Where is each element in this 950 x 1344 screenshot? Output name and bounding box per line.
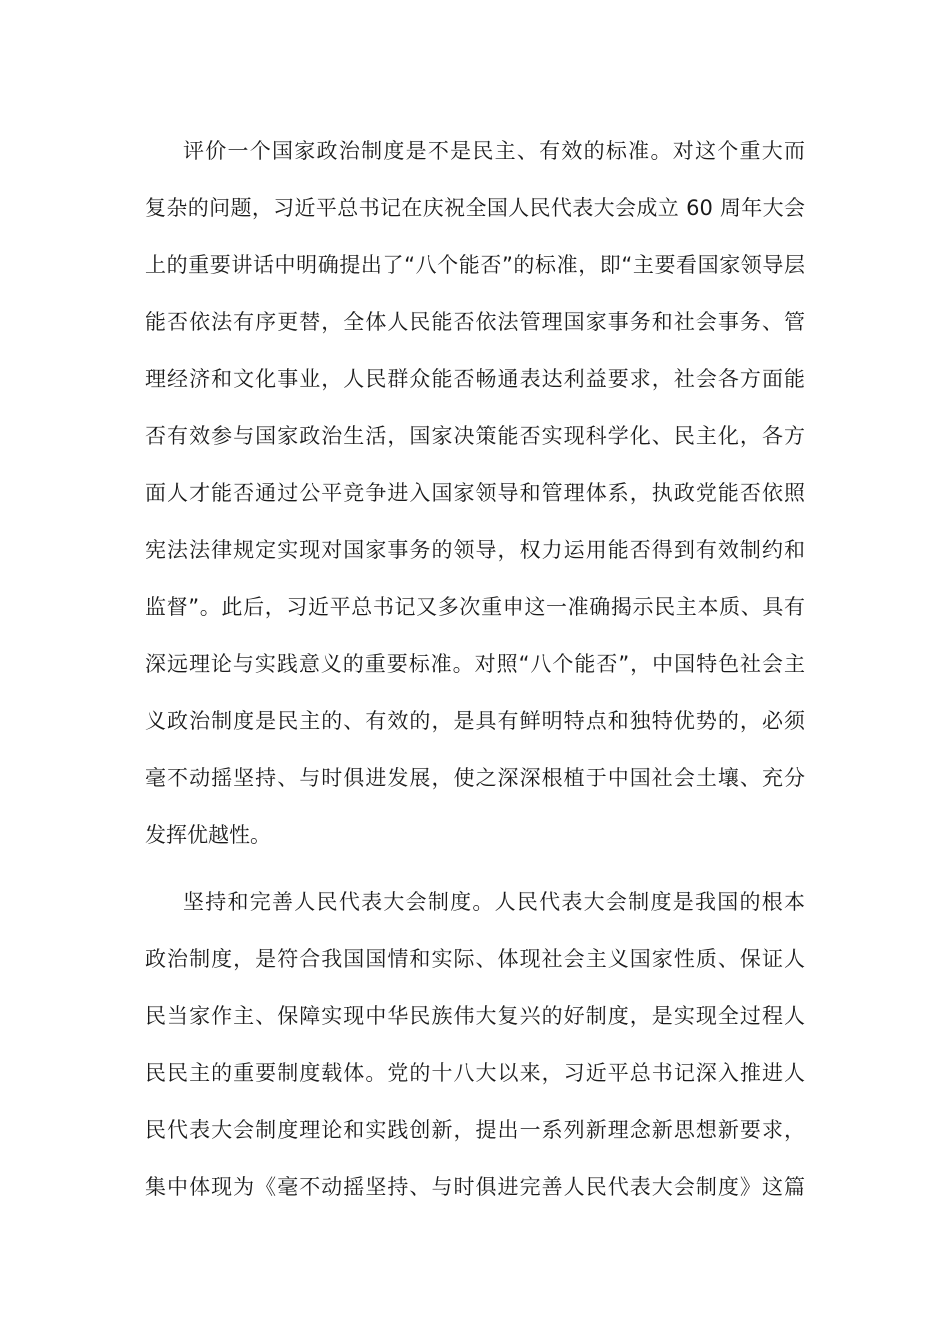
text-line: 理经济和文化事业，人民群众能否畅通表达利益要求，社会各方面能: [145, 367, 805, 391]
text-line: 面人才能否通过公平竞争进入国家领导和管理体系，执政党能否依照: [145, 481, 805, 505]
text-line: 民民主的重要制度载体。党的十八大以来，习近平总书记深入推进人: [145, 1061, 805, 1085]
text-line: 坚持和完善人民代表大会制度。人民代表大会制度是我国的根本: [183, 890, 805, 914]
text-line: 集中体现为《毫不动摇坚持、与时俱进完善人民代表大会制度》这篇: [145, 1175, 805, 1199]
text-line: 能否依法有序更替，全体人民能否依法管理国家事务和社会事务、管: [145, 310, 805, 334]
text-line: 评价一个国家政治制度是不是民主、有效的标准。对这个重大而: [183, 139, 805, 163]
text-line: 毫不动摇坚持、与时俱进发展，使之深深根植于中国社会土壤、充分: [145, 766, 805, 790]
text-line: 民代表大会制度理论和实践创新，提出一系列新理念新思想新要求，: [145, 1118, 805, 1142]
text-line: 监督”。此后，习近平总书记又多次重申这一准确揭示民主本质、具有: [145, 595, 805, 619]
text-line: 上的重要讲话中明确提出了“八个能否”的标准，即“主要看国家领导层: [145, 253, 805, 277]
text-line: 民当家作主、保障实现中华民族伟大复兴的好制度，是实现全过程人: [145, 1004, 805, 1028]
text-line: 否有效参与国家政治生活，国家决策能否实现科学化、民主化，各方: [145, 424, 805, 448]
text-line: 政治制度，是符合我国国情和实际、体现社会主义国家性质、保证人: [145, 947, 805, 971]
text-line: 深远理论与实践意义的重要标准。对照“八个能否”，中国特色社会主: [145, 652, 805, 676]
text-line: 宪法法律规定实现对国家事务的领导，权力运用能否得到有效制约和: [145, 538, 805, 562]
text-line: 义政治制度是民主的、有效的，是具有鲜明特点和独特优势的，必须: [145, 709, 805, 733]
text-line: 复杂的问题，习近平总书记在庆祝全国人民代表大会成立 60 周年大会: [145, 196, 805, 220]
text-line: 发挥优越性。: [145, 823, 271, 847]
